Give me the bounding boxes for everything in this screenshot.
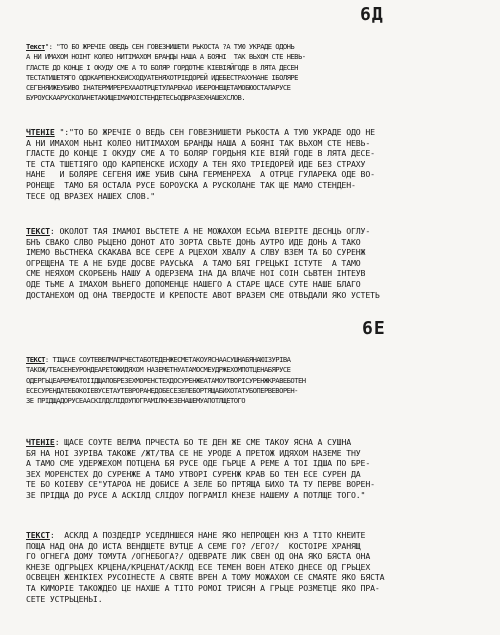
text-line: ТЕКСТ: ТІЩАСЕ СОУТЕВЕЛМАПРЧЕСТАБОТЕДЕНЖЕСМЕТАКОУЯСНААСУШНАБЯНАЮІЗУРІВА: [26, 355, 291, 364]
section-mark-6d: 6Д: [360, 4, 384, 25]
text-line: КНЕЗЕ ОДГРЬЦЕХ КРЦЕНА/КРЦЕНАТ/АСКЛД ЕСЕ ТЕМЕН ВОЕН АТЕКО ДНЕСЕ ОД ГРЬЦЕХ: [26, 561, 371, 572]
text-line: ЧТЕНІЕ: ЩАСЕ СОУТЕ ВЕЛМА ПРЧЕСТА БО ТЕ ДЕН ЖЕ СМЕ ТАКОУ ЯСНА А СУШНА: [26, 437, 352, 447]
text-line: ТЕКСТ: ОКОЛОТ ТАЯ ІМАМОІ ВЬСТЕТЕ А НЕ МОЖАХОМ ЕСЬМА ВІЕРІТЕ ДЕСНЦЬ ОГЛУ-: [26, 226, 371, 236]
text-line: ОДЕ ТЬМЕ А ІМАХОМ ВЬНЕГО ДОПОМЕНЦЕ НАШЕГО А СТАРЕ ЩАСЕ СУТЕ НАШЕ БЛАГО: [26, 278, 361, 289]
block-label: ТЕКСТ: [26, 226, 50, 236]
text-block-2: [26, 226, 488, 300]
text-block-4: [26, 530, 488, 604]
text-line: ОГРЕЩЕНА ТЕ А НЕ БУДЕ ДОСВЕ РАУСЬКА А ТАМО БЯІ ГРЕЦЬКІ ІСТУТЕ А ТАМО: [26, 257, 361, 268]
text-line: СЕТЕ УСТРЬЦЕНЬІ.: [26, 593, 103, 604]
text-line: ЕСЕСУРЕНДАТЕБОКОІЕВУСЕТАУТЕВРОРАНЕДОБЕСЕЗЕЛЕБОРТЯЩАБИХОТАТУБОПЕРВЕВОРЕН-: [26, 385, 298, 395]
text-line: ТА КИМОРІЕ ТАКОЖДЕО ЦЕ НАХШЕ А ТІТО РОМОІ ТРИСЯН А ГРЬЦЕ РОЗМЕТЦЕ ЯКО ПРА-: [26, 582, 380, 593]
reading-block-2: [26, 437, 488, 501]
text-line: ОДЕРГЬЦЕАРЕМЕАТОІІДЩАПОБРЕЗЕХМОРЕНСТЕХДОСУРЕНЖЕАТАМОУТВОРІСУРЕНЖКРАВЕБОТЕН: [26, 375, 306, 385]
text-line: ТЕ СТА ТШЕТІЯГО ОДО КАРПЕНСКЕ ИСХОДУ А ТЕН ЯХО ТРІЕДОРЕЙ ИДЕ БЕЗ СТРАХУ: [26, 158, 366, 169]
text-line: ТЕСТАТИШЕТЯГО ОДОКАРПЕНСКЕИСХОДУАТЕНЯХОТРІЕДОРЕЙ ИДЕБЕСТРАХУНАНЕ ІБОЛЯРЕ: [26, 72, 298, 82]
block-label: Текст: [26, 42, 45, 51]
text-line: ТАКОЖ/ТЕАСЕНЕУРОНДЕАРЕТОЖИДЯХОМ НАЗЕМЕТНУАТАМОСМЕУДРЖЕХОМПОТЦЕНАБЯРУСЕ: [26, 365, 291, 375]
text-line: ГЛАСТЕ ДО КОНЦЕ І ОКУДУ СМЕ А ТО БОЛЯР ГОРДЬНЯ КІЕ ВІЯЙ ГОДЕ В ЛЯТА ДЕСЕ-: [26, 148, 375, 159]
text-line: СЕГЕНЯИЖЕУБИВО ІНАТЕРМИРЕРЕХААОТРЦЕТУЛАРЕКАО ИБЕРОНЕЩЕТАМОБЮОСТАЛАРУСЕ: [26, 83, 291, 93]
text-line: ТЕСЕ ОД ВРАЗЕХ НАШЕХ СЛОВ.": [26, 190, 156, 201]
block-label: ТЕКСТ: [26, 530, 50, 540]
text-line: ЗЕХ МОРЕНСТЕХ ДО СУРЕНЖЕ А ТАМО УТВОРІ СУРЕНЖ КРАВ БО ТЕН ЕСЕ СУРЕН ДА: [26, 468, 361, 479]
text-line: РОНЕЩЕ ТАМО БЯ ОСТАЛА РУСЕ БОРОУСКА А РУСКОЛАНЕ ТАК ЩЕ МАМО СТЕНДЕН-: [26, 179, 356, 190]
text-line: ЗЕ ПРІДЩА ДО РУСЕ А АСКІЛД СЛІДОУ ПОГРАМІЛ КНЕЗЕ НАШЕМУ А ПОТЛЩЕ ТОГО.": [26, 489, 366, 500]
text-line: ДОСТАНЕХОМ ОД ОНА ТВЕРДОСТЕ И КРЕПОСТЕ АВОТ ВРАЗЕМ СМЕ ОТВЬДАЛИ ЯКО УСТЕТЬ: [26, 289, 380, 300]
text-line: НАНЕ И БОЛЯРЕ СЕГЕНЯ ИЖЕ УБИВ СЫНА ГЕРМЕНРЕХА А ОТРЦЕ ГУЛАРЕКА ОДЕ ВО-: [26, 169, 375, 180]
text-line: СМЕ НЕЯХОМ СКОРБЕНЬ НАШУ А ОДЕРЗЕМА ІНА ДА ВЛАЧЕ НОІ СОІН СЬВТЕН ІНТЕУВ: [26, 268, 366, 279]
text-line: ЗЕ ПРІДЩАДОРУСЕААСКІЛДСЛІДОУПОГРАМІЛКНЕЗЕНАШЕМУАПОТЛЩЕТОГО: [26, 396, 246, 406]
text-block-1: [26, 42, 488, 104]
block-label: ЧТЕНІЕ: [26, 437, 55, 447]
text-line: А ТАМО СМЕ УДЕРЖЕХОМ ПОТЦЕНА БЯ РУСЕ ОДЕ ГЬРЦЕ А РЕМЕ А ТОІ ІДША ПО БРЕ-: [26, 458, 371, 469]
text-line: ГО ОГНЕГА ДОМУ ТОМУТА /ОГНЕБОГА?/ ОДЕВРАТЕ ЛИК СВЕН ОД ОНА ЯКО БЯСТА ОНА: [26, 551, 371, 562]
text-line: ОСВЕЦЕН ЖЕНІКІЕХ РУСОІНЕСТЕ А СВЯТЕ ВРЕН А ТОМУ МОЖАХОМ СЕ СМАЯТЕ ЯКО БЯСТА: [26, 572, 385, 583]
block-label: ЧТЕНІЕ: [26, 127, 55, 137]
block-label: ТЕКСТ: [26, 355, 45, 364]
text-line: А НИ ИМАХОМ НЬНІ КОЛЕО НИТІМАХОМ БРАНДЫ НАША А БОЯНІ ТАК ВЬХОМ СТЕ НЕВЬ-: [26, 137, 371, 148]
section-mark-6e: 6Е: [362, 318, 386, 339]
text-line: ЧТЕНІЕ ":"ТО БО ЖРЕЧІЕ О ВЕДЬ СЕН ГОВЕЗНИШЕТИ РЬКОСТА А ТУЮ УКРАДЕ ОДО НЕ: [26, 127, 375, 137]
text-line: Текст": "ТО БО ЖРЕЧІЕ ОВЕДЬ СЕН ГОВЕЗНИШЕТИ РЬКОСТА ?А ТУЮ УКРАДЕ ОДОНЬ: [26, 42, 295, 51]
text-line: БНЪ СВАКО СЛВО РЬЦЕНО ДОНОТ АТО ЗОРТА СВЬТЕ ДОНЬ АУТРО ИДЕ ДОНЬ А ТАКО: [26, 236, 361, 247]
text-line: ТЕ БО КОІЕВУ СЕ"УТАРОА НЕ ДОБИСЕ А ЗЕЛЕ БО ПРТЯЩА БИХО ТА ТУ ПЕРВЕ ВОРЕН-: [26, 479, 375, 490]
text-line: ІМЕМО ВЬСТНЕКА СКАКАВА ВСЕ СЕРЕ А РЦЕХОМ ХВАЛУ А СЛВУ ВЗЕМ ТА БО СУРЕНЖ: [26, 247, 366, 258]
text-line: БЯ НА НОІ ЗУРІВА ТАКОЖЕ /ЖТ/ТВА СЕ НЕ УРОДЕ А ПРЕТОЖ ИДЯХОМ НАЗЕМЕ ТНУ: [26, 447, 361, 458]
text-line: ГЛАСТЕ ДО КОНЦЕ І ОКУДУ СМЕ А ТО БОЛЯР ГОРДОТНЕ КІЕВІЯЙГОДЕ В ЛЯТА ДЕСЕН: [26, 62, 298, 72]
text-line: ПОЩА НАД ОНА ДО ИСТА ВЕНДЩЕТЕ ВУТЦЕ А СЕМЕ ГО? /ЕГО?/ КОСТОІРЕ ХРАНЯЩ: [26, 540, 361, 551]
text-line: А НИ ИМАХОМ НОІНТ КОЛЕО НИТІМАХОМ БРАНДЫ НАША А БОЯНІ ТАК ВЬХОМ СТЕ НЕВЬ-: [26, 52, 306, 62]
text-block-3: [26, 355, 488, 406]
reading-block-1: [26, 127, 488, 201]
text-line: ТЕКСТ: АСКЛД А ПОЗДЕДІР УСЕДЛНШЕСЯ НАНЕ ЯКО НЕПРОЩЕН КНЗ А ТІТО КНЕИТЕ: [26, 530, 366, 540]
text-line: БУРОУСКААРУСКОЛАНЕТАКИЩЕІМАМОІСТЕНДЕТЕСЬОДВРАЗЕХНАШЕХСЛОВ.: [26, 93, 246, 103]
